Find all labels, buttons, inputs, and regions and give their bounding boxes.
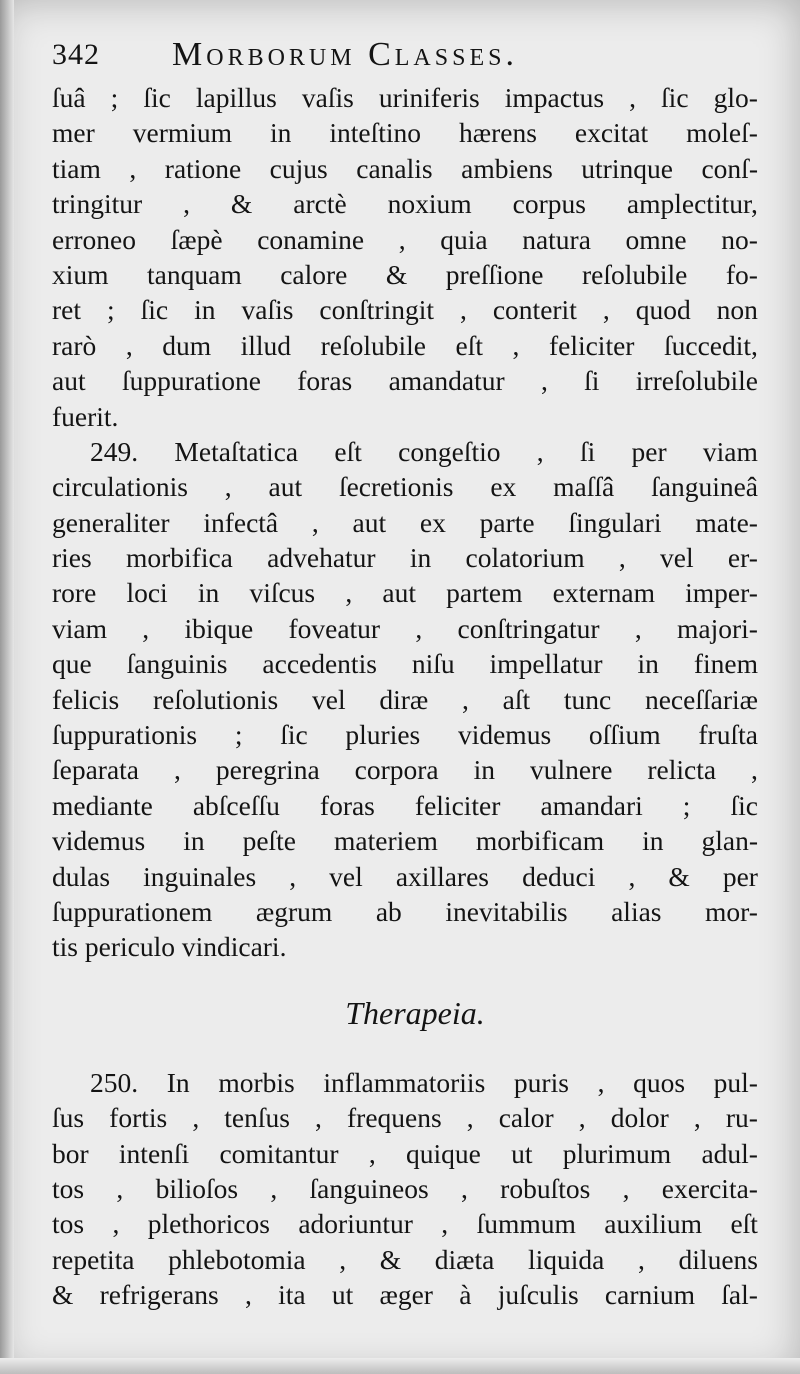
word: bilioſos xyxy=(155,1172,239,1204)
word: tanquam xyxy=(147,258,242,290)
word: ſæpè xyxy=(170,223,223,255)
word: morbificam xyxy=(475,825,605,857)
word: ſic xyxy=(143,82,171,113)
word: excitat xyxy=(574,117,649,149)
word: , xyxy=(512,329,520,361)
word: tiam xyxy=(52,152,101,184)
word: , xyxy=(461,1172,468,1204)
word: uriniferis xyxy=(378,82,480,113)
word: eſt xyxy=(334,435,362,467)
word: deduci xyxy=(522,860,596,892)
word: eſt xyxy=(455,329,484,361)
word: conſtringatur xyxy=(457,612,600,644)
word: ſus xyxy=(52,1102,85,1134)
word: fruſta xyxy=(698,719,758,751)
text-line xyxy=(52,434,758,469)
word: aut xyxy=(382,577,416,609)
text-line xyxy=(52,80,758,115)
word: æger xyxy=(379,1279,433,1311)
word: per xyxy=(631,435,667,467)
word: , xyxy=(192,1102,200,1134)
word: loci xyxy=(126,577,168,609)
word: majori- xyxy=(677,612,758,644)
word: utrinque xyxy=(581,152,673,184)
word: amandatur xyxy=(388,365,505,397)
word: foras xyxy=(319,789,375,821)
word: ibique xyxy=(184,612,254,644)
word: ſi xyxy=(579,435,596,467)
word: ſanguineâ xyxy=(651,471,758,503)
word: materiem xyxy=(334,825,438,857)
word: reſolubile xyxy=(581,258,688,290)
word: hærens xyxy=(459,117,537,149)
word: axillares xyxy=(395,860,489,892)
word: irreſolubile xyxy=(635,365,758,397)
word: & xyxy=(385,258,408,290)
word: in xyxy=(642,825,664,857)
word: ſecretionis xyxy=(338,471,454,503)
word: , xyxy=(441,1208,449,1240)
word: , xyxy=(289,860,297,892)
word: , xyxy=(618,542,626,574)
word: feliciter xyxy=(414,789,501,821)
word: tunc xyxy=(563,683,612,715)
word: intenſi xyxy=(118,1137,190,1169)
word: , xyxy=(751,754,758,786)
word: foveatur xyxy=(288,612,381,644)
word: , xyxy=(368,1137,376,1169)
word: maſſâ xyxy=(553,471,615,503)
text-line xyxy=(52,328,758,363)
word: in xyxy=(409,542,432,574)
word: dum xyxy=(162,329,212,361)
word: ries xyxy=(52,542,92,574)
word: , xyxy=(461,683,469,715)
word: quique xyxy=(405,1137,481,1169)
word: , xyxy=(315,1102,322,1134)
word: dolor xyxy=(610,1102,669,1134)
word: ſuccedit, xyxy=(663,329,758,361)
word: ret xyxy=(52,294,82,326)
word: finem xyxy=(693,648,758,680)
paragraph-continuation xyxy=(52,80,758,434)
word: illud xyxy=(240,329,292,361)
word: , xyxy=(578,1102,586,1134)
word: natura xyxy=(522,223,591,255)
word: ſi xyxy=(584,365,600,397)
word: conſ- xyxy=(701,152,758,184)
word: ut xyxy=(511,1137,533,1169)
word: adul- xyxy=(701,1137,758,1169)
word: , xyxy=(339,1243,347,1275)
word: , xyxy=(602,294,610,326)
word: mor- xyxy=(705,895,758,927)
running-header xyxy=(52,30,758,80)
word: 250. xyxy=(90,1066,139,1098)
word: imper- xyxy=(685,577,758,609)
word: quod xyxy=(635,294,691,326)
word: impellatur xyxy=(489,648,603,680)
word: parte xyxy=(479,506,535,538)
word: tringitur xyxy=(52,188,143,220)
word: , xyxy=(628,860,636,892)
word: conterit xyxy=(492,294,577,326)
word: , xyxy=(270,1172,278,1204)
text-line xyxy=(52,1171,758,1206)
word: vel xyxy=(329,860,363,892)
word: , xyxy=(224,471,232,503)
word: mate- xyxy=(695,506,758,538)
word: ; xyxy=(682,789,691,821)
word: viſcus xyxy=(249,577,316,609)
word: phlebotomia xyxy=(168,1243,306,1275)
word: , xyxy=(634,612,642,644)
word: ſuppurationis xyxy=(52,719,198,751)
word: in xyxy=(473,754,495,786)
word: , xyxy=(536,435,544,467)
word: externam xyxy=(552,577,655,609)
word: ſeparata xyxy=(52,754,140,786)
word: plurimum xyxy=(562,1137,672,1169)
word: niſu xyxy=(411,648,455,680)
word: vel xyxy=(660,542,694,574)
text-block xyxy=(52,30,758,1313)
text-line xyxy=(52,646,758,681)
word: ; xyxy=(234,719,243,751)
word: vulnere xyxy=(529,754,613,786)
text-line xyxy=(52,1206,758,1241)
word: morbifica xyxy=(125,542,233,574)
word: , xyxy=(125,329,133,361)
word: advehatur xyxy=(267,542,376,574)
word: diæta xyxy=(434,1243,495,1275)
word: fortis xyxy=(109,1102,168,1134)
text-line xyxy=(52,186,758,221)
word: bor xyxy=(52,1137,89,1169)
word: , xyxy=(693,1102,701,1134)
word: ſic xyxy=(661,82,689,113)
word: per xyxy=(722,860,758,892)
text-line xyxy=(52,859,758,894)
word: in xyxy=(637,648,659,680)
word: que xyxy=(52,648,92,680)
word: relicta xyxy=(647,754,717,786)
word: abſceſſu xyxy=(192,789,280,821)
word: viam xyxy=(52,612,107,644)
word: 249. xyxy=(90,435,139,467)
word: amandari xyxy=(540,789,643,821)
word: quia xyxy=(440,223,488,255)
word: alias xyxy=(611,895,662,927)
word: diluens xyxy=(678,1243,758,1275)
word: ambiens xyxy=(461,152,553,184)
word: feliciter xyxy=(548,329,635,361)
word: , xyxy=(466,1102,474,1134)
word: corpus xyxy=(512,188,586,220)
section-heading: Therapeia. xyxy=(345,994,485,1031)
word: , xyxy=(398,223,406,255)
word: amplectitur, xyxy=(626,188,758,220)
page-binding-shadow xyxy=(0,0,14,1374)
word: neceſſariæ xyxy=(644,683,758,715)
word: peregrina xyxy=(215,754,320,786)
word: omne xyxy=(625,223,687,255)
word: ex xyxy=(419,506,446,538)
word: cujus xyxy=(269,152,328,184)
word: ſingulari xyxy=(568,506,662,538)
text-line xyxy=(52,540,758,575)
word: in xyxy=(194,294,216,326)
word: ſic xyxy=(730,789,758,821)
text-line xyxy=(52,682,758,717)
word: exercita- xyxy=(661,1172,758,1204)
word: aſt xyxy=(502,683,531,715)
word: tos xyxy=(52,1208,85,1240)
word: ratione xyxy=(164,152,242,184)
word: diræ xyxy=(379,683,429,715)
word: , xyxy=(345,577,353,609)
text-line xyxy=(52,257,758,292)
text-line xyxy=(52,823,758,858)
word: tos xyxy=(52,1172,85,1204)
word: glo- xyxy=(713,82,758,113)
word: foras xyxy=(297,365,353,397)
word: reſolutionis xyxy=(152,683,279,715)
word: ab xyxy=(375,895,402,927)
word: aut xyxy=(52,365,86,397)
page-number: 342 xyxy=(52,38,100,71)
word: ſic xyxy=(140,294,169,326)
text-line xyxy=(52,115,758,150)
word: liquida xyxy=(528,1243,605,1275)
word: congeſtio xyxy=(398,435,501,467)
word: lapillus xyxy=(195,82,277,113)
word: robuſtos xyxy=(500,1172,591,1204)
word: peſte xyxy=(242,825,297,857)
word: & xyxy=(668,860,690,892)
word: conamine xyxy=(257,223,365,255)
word: puris xyxy=(513,1066,569,1098)
word: , xyxy=(116,1172,124,1204)
word: noxium xyxy=(387,188,472,220)
word: videmus xyxy=(457,719,552,751)
word: carnium xyxy=(604,1279,696,1311)
paragraph-249 xyxy=(52,434,758,965)
text-line xyxy=(52,575,758,610)
word: eſt xyxy=(730,1208,758,1240)
word: plethoricos xyxy=(147,1208,270,1240)
text-line xyxy=(52,752,758,787)
word: arctè xyxy=(293,188,347,220)
word: & xyxy=(230,188,253,220)
word: vermium xyxy=(132,117,233,149)
word: in xyxy=(197,577,220,609)
word: ſanguinis xyxy=(126,648,228,680)
word: ſummum xyxy=(476,1208,576,1240)
word: , xyxy=(597,1066,605,1098)
word: , xyxy=(638,1243,645,1275)
word: preſſione xyxy=(445,258,544,290)
word: frequens xyxy=(347,1102,442,1134)
word: partem xyxy=(446,577,523,609)
word: ſal- xyxy=(721,1279,758,1311)
word: quos xyxy=(633,1066,686,1098)
word: no- xyxy=(721,223,758,255)
word: morbis xyxy=(218,1066,295,1098)
word: In xyxy=(166,1066,190,1098)
word: ſuppuratione xyxy=(121,365,261,397)
word: inteſtino xyxy=(329,117,422,149)
word: felicis xyxy=(52,683,120,715)
word: Metaſtatica xyxy=(174,435,299,467)
word: pul- xyxy=(713,1066,758,1098)
text-line: fuerit. xyxy=(52,400,119,432)
word: calor xyxy=(498,1102,554,1134)
word: adoriuntur xyxy=(298,1208,413,1240)
word: colatorium xyxy=(465,542,585,574)
text-line xyxy=(52,1277,758,1312)
word: moleſ- xyxy=(686,117,758,149)
word: impactus xyxy=(504,82,605,113)
word: , xyxy=(622,1172,630,1204)
text-line xyxy=(52,505,758,540)
word: , xyxy=(459,294,467,326)
word: videmus xyxy=(52,825,146,857)
text-line: tis periculo vindicari. xyxy=(52,931,287,963)
word: , xyxy=(183,188,190,220)
word: ſuppurationem xyxy=(52,895,213,927)
word: in xyxy=(183,825,205,857)
word: vaſis xyxy=(301,82,354,113)
word: ru- xyxy=(725,1102,758,1134)
word: inguinales xyxy=(143,860,257,892)
text-line xyxy=(52,363,758,398)
word: non xyxy=(716,294,758,326)
word: , xyxy=(142,612,150,644)
word: inevitabilis xyxy=(445,895,568,927)
word: in xyxy=(270,117,292,149)
word: aut xyxy=(268,471,303,503)
word: reſolubile xyxy=(320,329,426,361)
word: & xyxy=(52,1279,74,1311)
word: er- xyxy=(727,542,758,574)
text-line xyxy=(52,788,758,823)
word: ſuâ xyxy=(52,82,86,113)
word: oſſium xyxy=(588,719,661,751)
running-title: Morborum Classes. xyxy=(172,36,518,73)
word: circulationis xyxy=(52,471,188,503)
word: calore xyxy=(280,258,348,290)
word: ſanguineos xyxy=(309,1172,429,1204)
word: pluries xyxy=(345,719,421,751)
word: rore xyxy=(52,577,97,609)
word: dulas xyxy=(52,860,111,892)
text-line xyxy=(52,292,758,327)
word: erroneo xyxy=(52,223,136,255)
word: , xyxy=(415,612,423,644)
text-line xyxy=(52,469,758,504)
word: ut xyxy=(331,1279,354,1311)
text-line xyxy=(52,151,758,186)
word: accedentis xyxy=(262,648,377,680)
text-line xyxy=(52,222,758,257)
word: vaſis xyxy=(241,294,294,326)
word: , xyxy=(129,152,137,184)
word: glan- xyxy=(701,825,758,857)
word: ; xyxy=(107,294,115,326)
word: infectâ xyxy=(203,506,279,538)
word: comitantur xyxy=(219,1137,339,1169)
text-line xyxy=(52,1242,758,1277)
word: viam xyxy=(702,435,758,467)
word: conſtringit xyxy=(319,294,434,326)
word: ægrum xyxy=(255,895,333,927)
page-bottom-edge xyxy=(0,1358,800,1374)
text-line xyxy=(52,1136,758,1171)
word: juſculis xyxy=(497,1279,579,1311)
word: , xyxy=(173,754,181,786)
word: repetita xyxy=(52,1243,135,1275)
word: xium xyxy=(52,258,109,290)
word: refrigerans xyxy=(99,1279,219,1311)
word: rarò xyxy=(52,329,97,361)
text-line xyxy=(52,717,758,752)
word: canalis xyxy=(356,152,433,184)
paragraph-250 xyxy=(52,1065,758,1313)
word: ita xyxy=(278,1279,306,1311)
word: fo- xyxy=(725,258,758,290)
word: , xyxy=(311,506,319,538)
word: à xyxy=(459,1279,472,1311)
text-line xyxy=(52,894,758,929)
word: inflammatoriis xyxy=(323,1066,486,1098)
word: ; xyxy=(110,82,119,113)
word: auxilium xyxy=(604,1208,703,1240)
word: , xyxy=(540,365,548,397)
word: & xyxy=(379,1243,402,1275)
text-line xyxy=(52,611,758,646)
text-line xyxy=(52,1065,758,1100)
word: vel xyxy=(311,683,346,715)
word: corpora xyxy=(354,754,439,786)
word: tenſus xyxy=(224,1102,290,1134)
word: ſic xyxy=(280,719,308,751)
word: mer xyxy=(52,117,95,149)
word: generaliter xyxy=(52,506,170,538)
word: mediante xyxy=(52,789,153,821)
text-line xyxy=(52,1100,758,1135)
word: ex xyxy=(490,471,517,503)
word: aut xyxy=(352,506,387,538)
word: , xyxy=(629,82,636,113)
word: , xyxy=(244,1279,252,1311)
word: , xyxy=(112,1208,120,1240)
